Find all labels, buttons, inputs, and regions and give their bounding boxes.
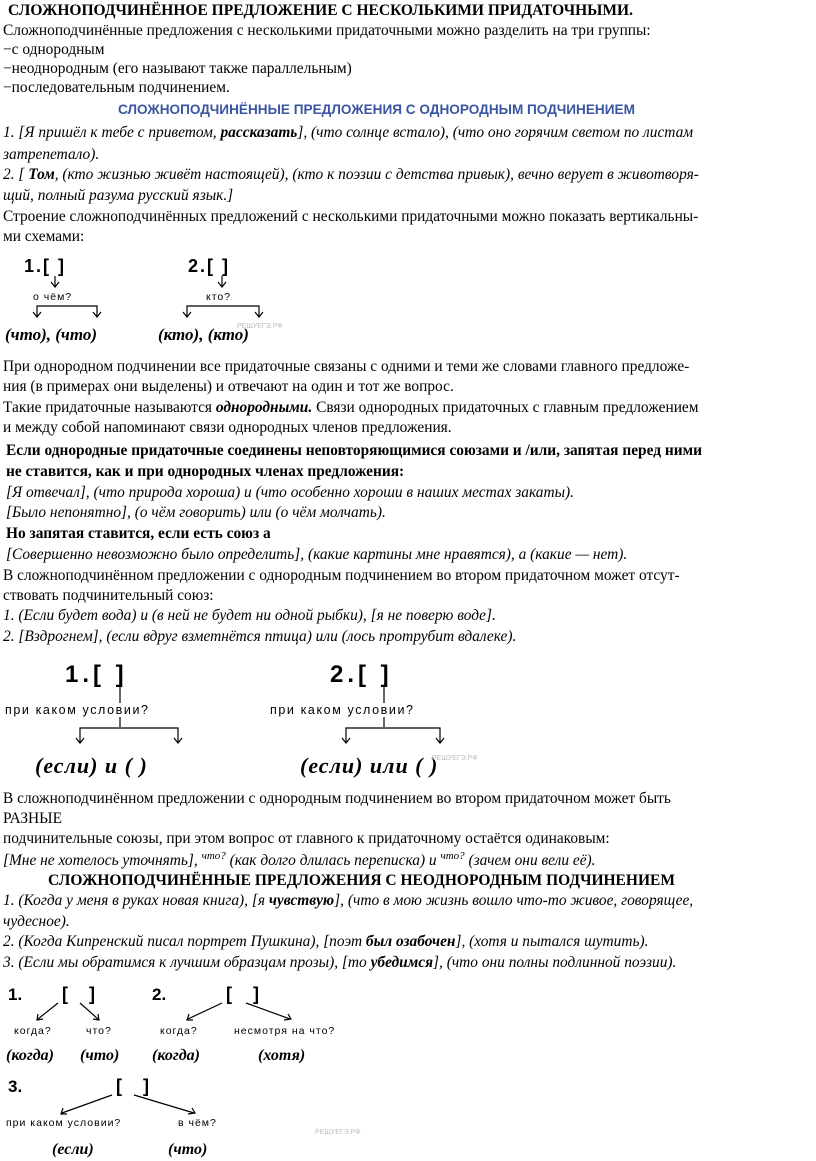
scheme-subordinate-clauses: (что), (что) [5, 325, 97, 344]
scheme-subordinate-clauses: (если) или ( ) [300, 753, 439, 778]
paragraph: РАЗНЫЕ [3, 810, 62, 827]
paragraph: ствовать подчинительный союз: [3, 587, 214, 604]
scheme-main-clause: 2.[ ] [330, 661, 393, 688]
example-line: 1. (Если будет вода) и (в ней не будет ни одной рыбки), [я не поверю воде]. [3, 607, 496, 624]
scheme-number: 2. [152, 985, 167, 1004]
paragraph: ния (в примерах они выделены) и отвечают на один и тот же вопрос. [3, 378, 454, 395]
paragraph: и между собой напоминают связи однородных членов предложения. [3, 419, 452, 436]
rule-text: не ставится, как и при однородных членах предложения: [6, 463, 405, 480]
group-item: −неоднородным (его называют также параллельным) [3, 60, 352, 77]
scheme-number: 3. [8, 1077, 23, 1096]
scheme-diagram-homogeneous-2 [0, 650, 520, 780]
scheme-subordinate-clauses: (если) и ( ) [35, 753, 148, 778]
paragraph: Строение сложноподчинённых предложений с несколькими придаточными можно показать вертикальны- [3, 208, 699, 225]
paragraph: подчинительные союзы, при этом вопрос от главного к придаточному остаётся одинаковым: [3, 830, 610, 847]
scheme-question: кто? [206, 291, 232, 303]
example-line: затрепетало). [3, 146, 100, 163]
scheme-subordinate-clause: (когда) [152, 1047, 200, 1064]
scheme-question: при каком условии? [5, 703, 150, 717]
rule-text: Но запятая ставится, если есть союз а [6, 525, 271, 542]
scheme-subordinate-clause: (когда) [6, 1047, 54, 1064]
group-item: −с однородным [3, 41, 105, 58]
intro-text: Сложноподчинённые предложения с несколькими придаточными можно разделить на три группы: [3, 22, 651, 39]
paragraph: ми схемами: [3, 228, 85, 245]
scheme-question: в чём? [178, 1117, 217, 1129]
scheme-question: о чём? [33, 291, 73, 303]
scheme-subordinate-clause: (что) [80, 1047, 120, 1064]
group-item: −последовательным подчинением. [3, 79, 230, 96]
example-line: чудесное). [3, 913, 70, 930]
scheme-question: что? [86, 1025, 112, 1037]
page-title: СЛОЖНОПОДЧИНЁННОЕ ПРЕДЛОЖЕНИЕ С НЕСКОЛЬКИМИ ПРИДАТОЧНЫМИ. [8, 2, 633, 19]
scheme-main-clause: 2.[ ] [188, 256, 231, 276]
watermark: РЕШУЕГЭ.РФ [237, 323, 283, 330]
scheme-number: 1. [8, 985, 23, 1004]
scheme-question: когда? [14, 1025, 52, 1037]
scheme-subordinate-clause: (хотя) [258, 1047, 306, 1064]
paragraph: В сложноподчинённом предложении с однородным подчинением во втором придаточном может отсут- [3, 567, 680, 584]
scheme-subordinate-clause: (что) [168, 1141, 208, 1158]
paragraph: При однородном подчинении все придаточные связаны с одними и теми же словами главного предложе- [3, 358, 690, 375]
section-heading-homogeneous: СЛОЖНОПОДЧИНЁННЫЕ ПРЕДЛОЖЕНИЯ С ОДНОРОДНЫМ ПОДЧИНЕНИЕМ [118, 102, 635, 117]
example-line: [Я отвечал], (что природа хороша) и (что особенно хороши в наших местах закаты). [6, 484, 574, 501]
example-line: 2. [Вздрогнем], (если вдруг взметнётся птица) или (лось протрубит вдалеке). [3, 628, 517, 645]
scheme-question: при каком условии? [6, 1117, 122, 1129]
scheme-main-clause: [ ] [62, 984, 103, 1004]
watermark: РЕШУЕГЭ.РФ [432, 755, 478, 762]
scheme-main-clause: [ ] [116, 1076, 157, 1096]
scheme-main-clause: 1.[ ] [65, 661, 128, 688]
paragraph: В сложноподчинённом предложении с однородным подчинением во втором придаточном может быть [3, 790, 671, 807]
scheme-diagram-homogeneous-1 [0, 248, 320, 350]
example-line: 2. (Когда Кипренский писал портрет Пушкина), [поэт был озабочен], (хотя и пытался шутить). [3, 933, 649, 950]
scheme-subordinate-clause: (если) [52, 1141, 94, 1158]
section-heading-heterogeneous: СЛОЖНОПОДЧИНЁННЫЕ ПРЕДЛОЖЕНИЯ С НЕОДНОРОДНЫМ ПОДЧИНЕНИЕМ [48, 872, 675, 889]
paragraph: Такие придаточные называются однородными. Связи однородных придаточных с главным предложением [3, 399, 699, 416]
scheme-main-clause: 1.[ ] [24, 256, 67, 276]
example-line: [Было непонятно], (о чём говорить) или (о чём молчать). [6, 504, 386, 521]
example-line: [Мне не хотелось уточнять], $^{что?}$ (как долго длилась переписка) и $^{что?}$ (зачем они вели её). [3, 849, 596, 869]
scheme-question: когда? [160, 1025, 198, 1037]
example-line: 2. [ Том, (кто жизнью живёт настоящей), (кто к поэзии с детства привык), вечно верует в животворя- [3, 166, 699, 183]
example-line: 3. (Если мы обратимся к лучшим образцам прозы), [то убедимся], (что они полны подлинной поэзии). [3, 954, 677, 971]
scheme-main-clause: [ ] [226, 984, 267, 1004]
scheme-diagram-heterogeneous [0, 976, 400, 1161]
scheme-question: при каком условии? [270, 703, 415, 717]
example-line: щий, полный разума русский язык.] [3, 187, 234, 204]
example-line: 1. [Я пришёл к тебе с приветом, рассказать], (что солнце встало), (что оно горячим светом по листам [3, 124, 694, 141]
watermark: РЕШУЕГЭ.РФ [315, 1129, 361, 1136]
rule-text: Если однородные придаточные соединены неповторяющимися союзами и /или, запятая перед ними [6, 442, 702, 459]
scheme-subordinate-clauses: (кто), (кто) [158, 325, 249, 344]
example-line: [Совершенно невозможно было определить], (какие картины мне нравятся), а (какие — нет). [6, 546, 628, 563]
example-line: 1. (Когда у меня в руках новая книга), [я чувствую], (что в мою жизнь вошло что-то живое, говорящее, [3, 892, 694, 909]
scheme-question: несмотря на что? [234, 1025, 336, 1037]
